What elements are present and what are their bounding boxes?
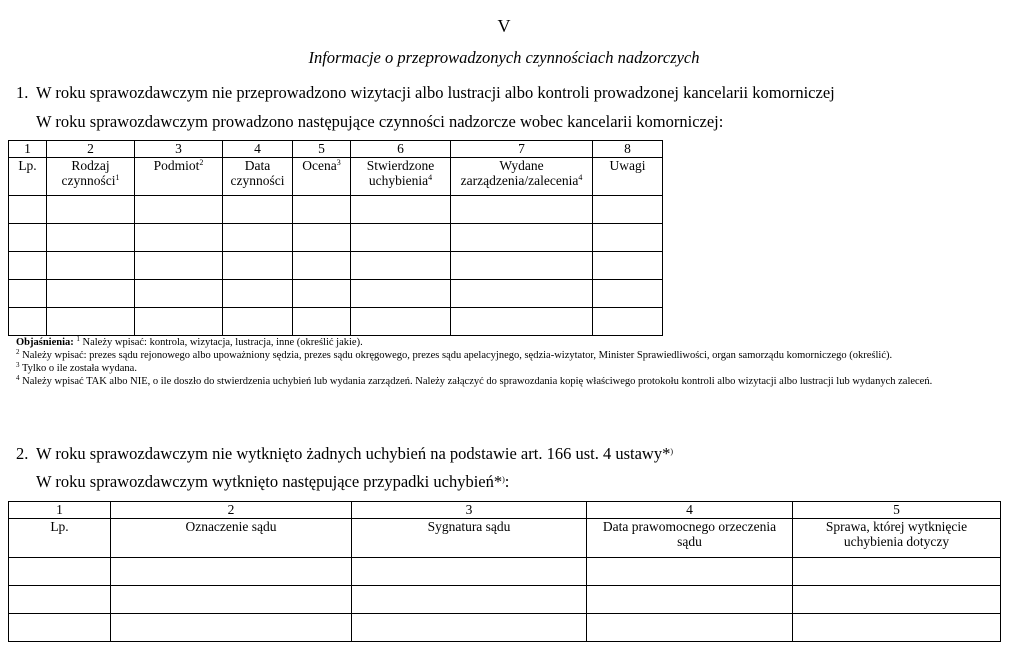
entry-cell[interactable] (451, 196, 593, 224)
part1-statement-performed: W roku sprawozdawczym prowadzono następujące czynności nadzorcze wobec kancelarii komorniczej: (36, 112, 724, 131)
entry-cell[interactable] (135, 224, 223, 252)
entry-cell[interactable] (111, 586, 352, 614)
part2-statement-colon: : (504, 472, 510, 491)
table-row (9, 614, 1001, 642)
column-number: 1 (9, 502, 111, 519)
note-marker: 2 (16, 348, 20, 356)
section-title: Informacje o przeprowadzonych czynnościach nadzorczych (308, 48, 700, 67)
entry-cell[interactable] (223, 252, 293, 280)
entry-cell[interactable] (9, 558, 111, 586)
column-header (351, 158, 451, 196)
entry-cell[interactable] (223, 280, 293, 308)
note-marker: 1 (76, 335, 80, 343)
entry-cell[interactable] (9, 586, 111, 614)
entry-cell[interactable] (9, 224, 47, 252)
column-header-text: Rodzaj czynności (61, 158, 116, 188)
part2-statement-none-text: W roku sprawozdawczym nie wytknięto żadnych uchybień na podstawie art. 166 ust. 4 ustawy* (36, 444, 671, 463)
column-number: 6 (351, 141, 451, 158)
entry-cell[interactable] (593, 196, 663, 224)
entry-cell[interactable] (223, 224, 293, 252)
footnote-marker: 3 (336, 158, 341, 167)
part2-number: 2. (16, 444, 29, 463)
entry-cell[interactable] (47, 252, 135, 280)
header-row (9, 519, 1001, 558)
entry-cell[interactable] (351, 224, 451, 252)
note-text: Należy wpisać TAK albo NIE, o ile doszło do stwierdzenia uchybień lub wydania zarządzeń. Należy załączyć do sprawozdania kopię właściwego protokołu kontroli albo wizytacji albo lustracji lub wydanych zaleceń. (22, 376, 933, 387)
entry-cell[interactable] (135, 252, 223, 280)
table-row (9, 586, 1001, 614)
part1-number: 1. (16, 83, 29, 102)
column-header-text: Data czynności (230, 158, 285, 188)
part2-statement-found-text: W roku sprawozdawczym wytknięto następujące przypadki uchybień* (36, 472, 503, 491)
table-row (9, 558, 1001, 586)
column-header: Sprawa, której wytknięcie uchybienia dotyczy (793, 519, 1001, 558)
entry-cell[interactable] (451, 224, 593, 252)
entry-cell[interactable] (293, 308, 351, 336)
entry-cell[interactable] (451, 252, 593, 280)
explanation-note-3 (16, 362, 992, 375)
entry-cell[interactable] (111, 614, 352, 642)
table-row (9, 196, 663, 224)
footnote-marker: 4 (578, 173, 583, 182)
entry-cell[interactable] (352, 558, 587, 586)
entry-cell[interactable] (47, 196, 135, 224)
column-header-text: Lp. (18, 158, 37, 173)
table-row (9, 308, 663, 336)
entry-cell[interactable] (47, 308, 135, 336)
entry-cell[interactable] (793, 614, 1001, 642)
column-number-row (9, 502, 1001, 519)
entry-cell[interactable] (793, 558, 1001, 586)
entry-cell[interactable] (351, 252, 451, 280)
table-row (9, 252, 663, 280)
note-marker: 4 (16, 374, 20, 382)
column-number-row (9, 141, 663, 158)
part1-statement-none: W roku sprawozdawczym nie przeprowadzono wizytacji albo lustracji albo kontroli prowadzonej kancelarii komorniczej (36, 83, 835, 102)
column-header (47, 158, 135, 196)
part2-statement-none (36, 444, 673, 464)
column-header-text: Ocena (302, 158, 337, 173)
column-header-text: Wydane zarządzenia/zalecenia (460, 158, 579, 188)
column-number: 4 (587, 502, 793, 519)
footnote-marker: 1 (115, 173, 120, 182)
table-row (9, 280, 663, 308)
entry-cell[interactable] (351, 196, 451, 224)
entry-cell[interactable] (135, 196, 223, 224)
footnote-marker: 2 (199, 158, 204, 167)
column-header (135, 158, 223, 196)
entry-cell[interactable] (135, 280, 223, 308)
column-number: 4 (223, 141, 293, 158)
column-number: 5 (293, 141, 351, 158)
entry-cell[interactable] (293, 280, 351, 308)
entry-cell[interactable] (587, 614, 793, 642)
explanation-note-2 (16, 349, 992, 362)
column-header: Sygnatura sądu (352, 519, 587, 558)
note-text: Należy wpisać: kontrola, wizytacja, lustracja, inne (określić jakie). (82, 337, 363, 348)
entry-cell[interactable] (293, 252, 351, 280)
entry-cell[interactable] (593, 224, 663, 252)
column-number: 2 (47, 141, 135, 158)
entry-cell[interactable] (351, 280, 451, 308)
column-number: 8 (593, 141, 663, 158)
column-header (223, 158, 293, 196)
supervisory-activities-table (8, 140, 663, 336)
column-header-text: Podmiot (153, 158, 200, 173)
entry-cell[interactable] (223, 308, 293, 336)
column-header: Data prawomocnego orzeczenia sądu (587, 519, 793, 558)
note-text: Tylko o ile została wydana. (21, 363, 137, 374)
column-header (293, 158, 351, 196)
column-header (593, 158, 663, 196)
explanation-note-4 (16, 375, 992, 388)
column-header-text: Uwagi (609, 158, 646, 173)
entry-cell[interactable] (293, 196, 351, 224)
entry-cell[interactable] (451, 308, 593, 336)
entry-cell[interactable] (47, 280, 135, 308)
explanation-note-1 (16, 336, 992, 349)
column-header-text: Stwierdzone uchybienia (366, 158, 435, 188)
column-number: 2 (111, 502, 352, 519)
footnote-marker: ) (502, 475, 505, 484)
entry-cell[interactable] (451, 280, 593, 308)
entry-cell[interactable] (47, 224, 135, 252)
column-number: 5 (793, 502, 1001, 519)
entry-cell[interactable] (135, 308, 223, 336)
entry-cell[interactable] (352, 586, 587, 614)
column-header (451, 158, 593, 196)
column-header: Oznaczenie sądu (111, 519, 352, 558)
column-number: 7 (451, 141, 593, 158)
entry-cell[interactable] (9, 614, 111, 642)
column-number: 3 (352, 502, 587, 519)
column-number: 1 (9, 141, 47, 158)
entry-cell[interactable] (9, 252, 47, 280)
column-header: Lp. (9, 519, 111, 558)
entry-cell[interactable] (587, 586, 793, 614)
entry-cell[interactable] (593, 252, 663, 280)
entry-cell[interactable] (111, 558, 352, 586)
reprimands-table (8, 501, 1001, 642)
note-text: Należy wpisać: prezes sądu rejonowego albo upoważniony sędzia, prezes sądu okręgowego, prezes sądu apelacyjnego, sędzia-wizytator, Minister Sprawiedliwości, organ samorządu komorniczego (określić). (22, 350, 893, 361)
table-row (9, 224, 663, 252)
column-header (9, 158, 47, 196)
part2-statement-found (36, 472, 509, 492)
entry-cell[interactable] (593, 280, 663, 308)
header-row (9, 158, 663, 196)
explanations (16, 336, 992, 388)
note-marker: 3 (16, 361, 20, 369)
entry-cell[interactable] (593, 308, 663, 336)
entry-cell[interactable] (9, 308, 47, 336)
footnote-marker: 4 (428, 173, 433, 182)
entry-cell[interactable] (587, 558, 793, 586)
column-number: 3 (135, 141, 223, 158)
entry-cell[interactable] (293, 224, 351, 252)
entry-cell[interactable] (9, 196, 47, 224)
entry-cell[interactable] (793, 586, 1001, 614)
entry-cell[interactable] (352, 614, 587, 642)
footnote-marker: ) (670, 447, 673, 456)
entry-cell[interactable] (223, 196, 293, 224)
explanations-label: Objaśnienia: (16, 337, 74, 348)
entry-cell[interactable] (9, 280, 47, 308)
section-roman-numeral: V (497, 16, 511, 36)
entry-cell[interactable] (351, 308, 451, 336)
